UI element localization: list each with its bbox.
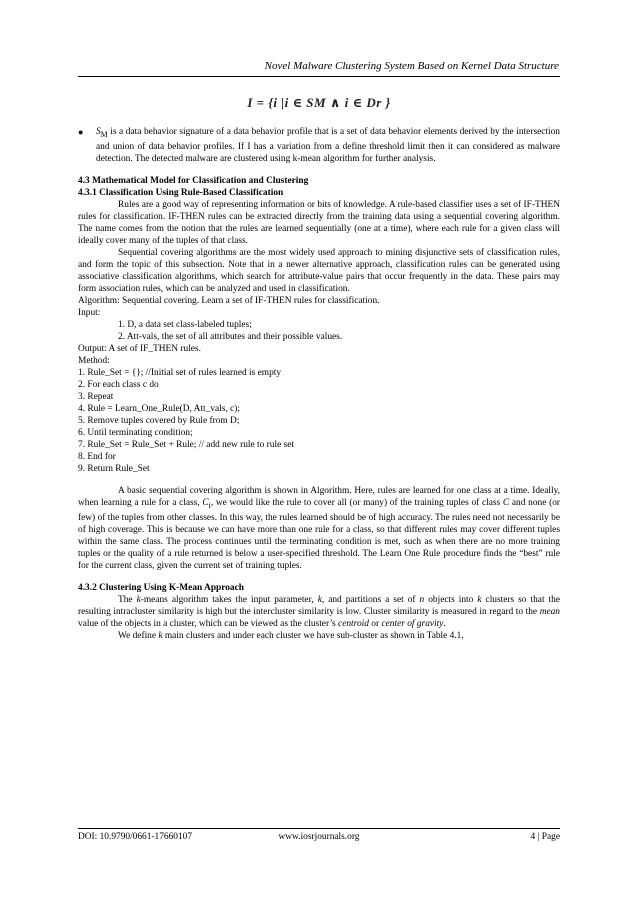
- subsection-heading-clustering: 4.3.2 Clustering Using K-Mean Approach: [78, 582, 244, 593]
- section-heading: 4.3 Mathematical Model for Classification and Clustering: [78, 175, 309, 186]
- paragraph: A basic sequential covering algorithm is shown in Algorithm. Here, rules are learned for one class at a time. Ideally, when learning a rule for a class, $C_i$, we would like the rule to cover all (or many) of the training tuples of class C and none (or few) of the tuples from other classes. In this way, the rules learned should be of high accuracy. The rules need not necessarily be of high coverage. This is because we can have more than one rule for a class, so that different rules may cover different tuples within the same class. The process continues until the terminating condition is met, such as when there are no more training tuples or the quality of a rule returned is below a user-specified threshold. The Learn One Rule procedure finds the “best” rule for the current class, given the current set of training tuples.: [78, 485, 561, 571]
- algorithm-step: 4. Rule = Learn_One_Rule(D, Att_vals, c);: [78, 403, 241, 414]
- footer-page: 4 | Page: [530, 832, 560, 842]
- paragraph: Rules are a good way of representing information or bits of knowledge. A rule-based classifier uses a set of IF-THEN rules for classification. IF-THEN rules can be extracted directly from the training data using a sequential covering algorithm. The name comes from the notion that the rules are learned sequentially (one at a time), where each rule for a given class will ideally cover many of the tuples of that class.: [78, 199, 560, 246]
- bullet-icon: ●: [78, 127, 84, 137]
- algorithm-line: Algorithm: Sequential covering. Learn a set of IF-THEN rules for classification.: [78, 295, 380, 306]
- algorithm-step: 2. For each class c do: [78, 379, 159, 390]
- output-line: Output: A set of IF_THEN rules.: [78, 343, 201, 354]
- footer: [78, 832, 560, 842]
- paragraph: We define k main clusters and under each cluster we have sub-cluster as shown in Table 4.1,: [118, 630, 464, 641]
- algorithm-step: 9. Return Rule_Set: [78, 463, 150, 474]
- method-label: Method:: [78, 355, 110, 366]
- footer-divider: [78, 828, 560, 829]
- footer-doi: DOI: 10.9790/0661-17660107: [78, 832, 193, 842]
- algorithm-step: 7. Rule_Set = Rule_Set + Rule; // add new rule to rule set: [78, 439, 295, 450]
- input-item: 1. D, a data set class-labeled tuples;: [118, 319, 252, 330]
- paragraph: Sequential covering algorithms are the most widely used approach to mining disjunctive sets of classification rules, and form the topic of this subsection. Note that in a newer alternative approach, classification rules can be generated using associative classification algorithms, which search for attribute-value pairs that occur frequently in the data. These pairs may form association rules, which can be analyzed and used in classification.: [78, 247, 560, 294]
- bullet-body: is a data behavior signature of a data behavior profile that is a set of data behavior elements derived by the intersection and union of data behavior profiles. If I has a variation from a define threshold limit then it can considered as malware detection. The detected malware are clustered using k-mean algorithm for further analysis.: [96, 127, 560, 164]
- main-text: [78, 126, 560, 642]
- bullet-text: [96, 126, 560, 165]
- algorithm-step: 6. Until terminating condition;: [78, 427, 193, 438]
- input-item: 2. Att-vals, the set of all attributes and their possible values.: [118, 331, 343, 342]
- formula: I = {i |i ∈ SM ∧ i ∈ Dr }: [247, 95, 391, 110]
- sm-symbol: S: [96, 127, 101, 137]
- footer-site: www.iosrjournals.org: [278, 832, 360, 842]
- bullet-item: [78, 126, 560, 165]
- sm-subscript: M: [100, 129, 108, 139]
- algorithm-step: 1. Rule_Set = {}; //Initial set of rules learned is empty: [78, 367, 282, 378]
- algorithm-step: 8. End for: [78, 451, 116, 462]
- running-header-title: Novel Malware Clustering System Based on Kernel Data Structure: [264, 60, 559, 72]
- paragraph: The k-means algorithm takes the input parameter, k, and partitions a set of n objects into k clusters so that the resulting intracluster similarity is high but the intercluster similarity is low. Cluster similarity is measured in regard to the mean value of the objects in a cluster, which can be viewed as the cluster’s centroid or center of gravity.: [78, 594, 561, 629]
- algorithm-step: 5. Remove tuples covered by Rule from D;: [78, 415, 240, 426]
- header-divider: [78, 76, 560, 77]
- algorithm-step: 3. Repeat: [78, 391, 114, 402]
- input-label: Input:: [78, 307, 101, 318]
- subsection-heading-classification: 4.3.1 Classification Using Rule-Based Classification: [78, 187, 284, 198]
